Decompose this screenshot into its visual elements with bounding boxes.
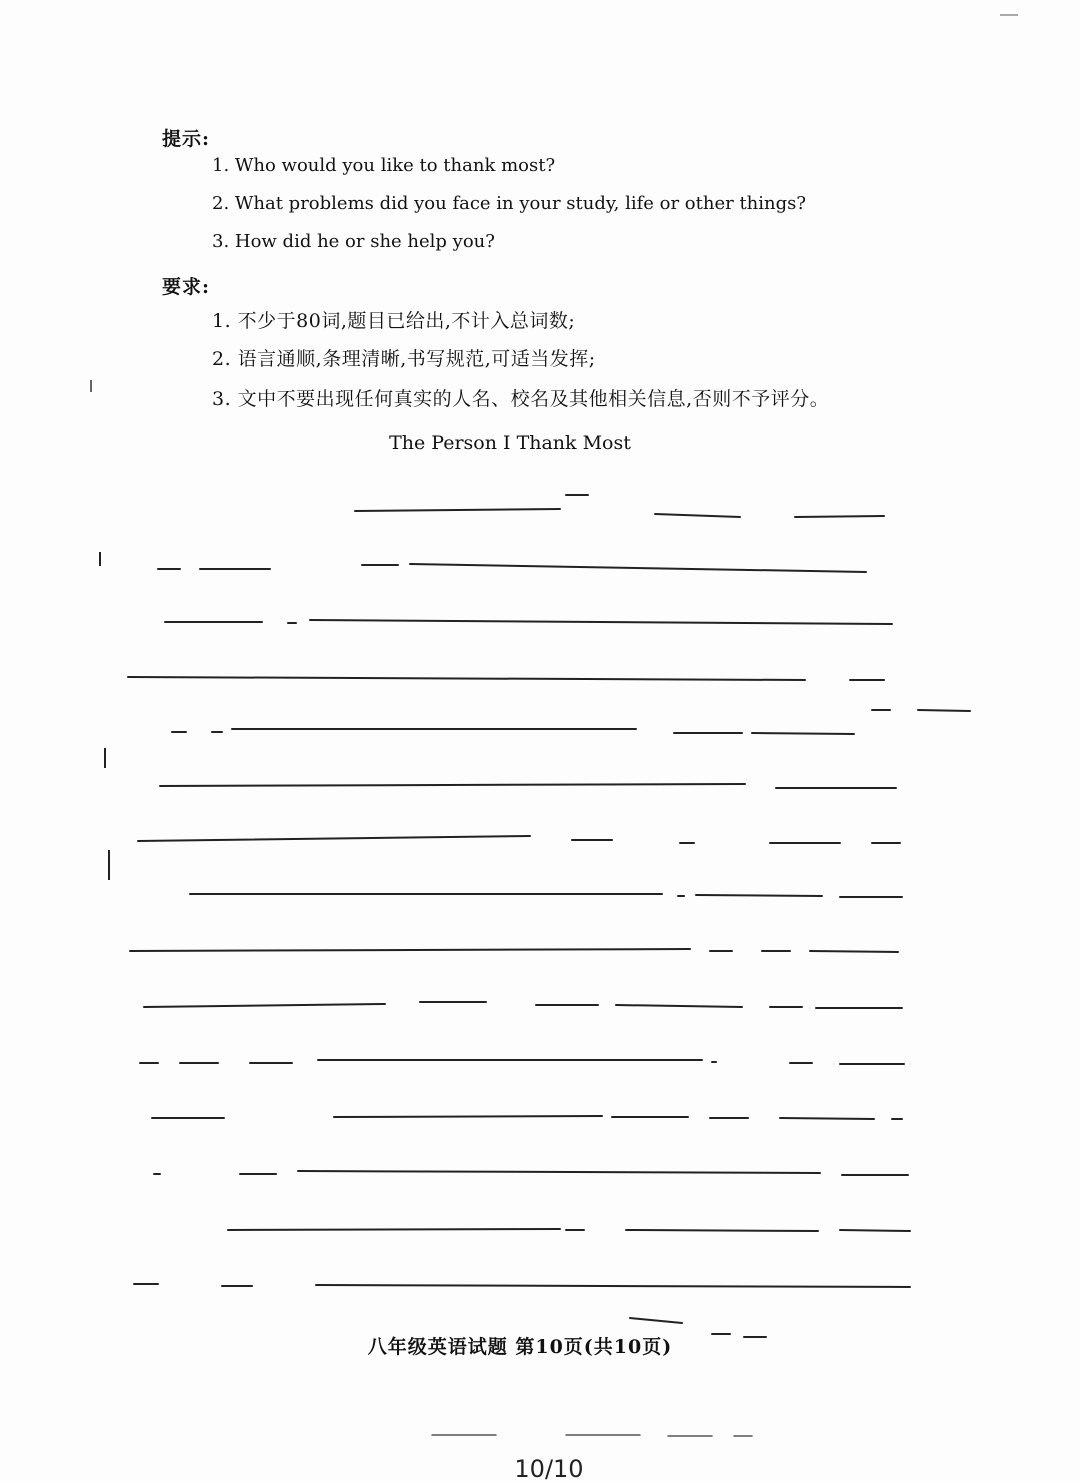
writing-line-9 bbox=[130, 949, 898, 952]
requirement-item-3: 3. 文中不要出现任何真实的人名、校名及其他相关信息,否则不予评分。 bbox=[212, 388, 830, 410]
writing-line-15 bbox=[134, 1284, 910, 1287]
page-indicator: 10/10 bbox=[514, 1455, 584, 1483]
requirement-item-2: 2. 语言通顺,条理清晰,书写规范,可适当发挥; bbox=[212, 348, 596, 370]
writing-line-12 bbox=[152, 1116, 902, 1119]
writing-line-8 bbox=[190, 894, 902, 897]
margin-scan-mark-1 bbox=[99, 552, 101, 566]
writing-line-3 bbox=[165, 620, 892, 624]
hint-item-1: 1. Who would you like to thank most? bbox=[212, 155, 556, 176]
writing-line-2 bbox=[158, 564, 866, 572]
writing-line-11 bbox=[140, 1060, 904, 1064]
hints-label: 提示: bbox=[162, 128, 211, 150]
writing-line-7 bbox=[138, 836, 900, 843]
page-footer: 八年级英语试题 第10页(共10页) bbox=[367, 1336, 673, 1358]
hint-item-3: 3. How did he or she help you? bbox=[212, 231, 495, 252]
corner-scan-mark bbox=[1000, 14, 1018, 16]
writing-line-4 bbox=[128, 677, 884, 680]
requirement-item-1: 1. 不少于80词,题目已给出,不计入总词数; bbox=[212, 310, 576, 332]
bottom-faint-marks bbox=[432, 1435, 752, 1436]
margin-scan-mark-3 bbox=[108, 850, 110, 880]
writing-line-1 bbox=[355, 495, 884, 517]
writing-line-10 bbox=[144, 1002, 902, 1008]
writing-line-5 bbox=[172, 710, 970, 734]
writing-line-14 bbox=[228, 1229, 910, 1231]
margin-scan-mark-4 bbox=[90, 380, 92, 392]
hint-item-2: 2. What problems did you face in your study, life or other things? bbox=[212, 193, 807, 214]
writing-line-6 bbox=[160, 784, 896, 788]
requirements-label: 要求: bbox=[162, 276, 211, 298]
essay-title: The Person I Thank Most bbox=[389, 432, 631, 454]
margin-scan-mark-2 bbox=[104, 748, 106, 768]
writing-line-13 bbox=[154, 1171, 908, 1175]
